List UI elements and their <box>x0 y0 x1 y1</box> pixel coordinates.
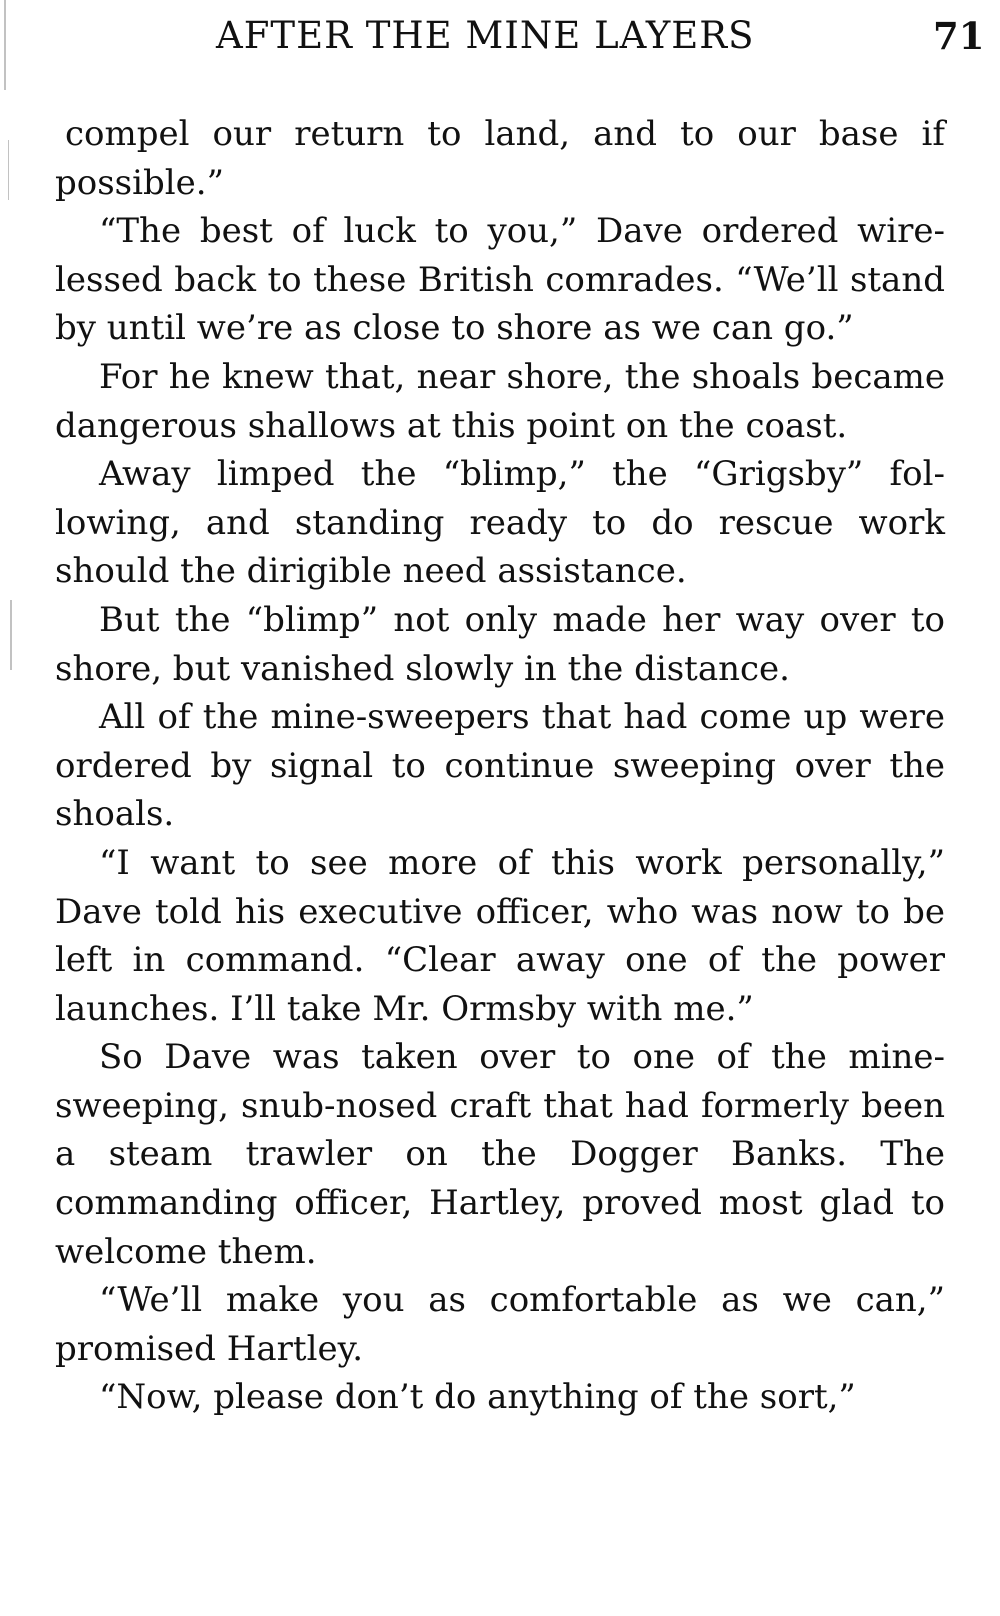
paragraph: “The best of luck to you,” Dave ordered wirelessed back to these British comrades. “We’ll stand by until we’re as close to shore as we can go.” <box>55 211 945 349</box>
page-header <box>0 14 1000 74</box>
paragraph: For he knew that, near shore, the shoals became dangerous shallows at this point on the coast. <box>55 356 945 446</box>
paragraph: “Now, please don’t do anything of the sort,” <box>99 1377 856 1418</box>
running-title: AFTER THE MINE LAYERS <box>216 14 755 57</box>
paragraph: But the “blimp” not only made her way over to shore, but vanished slowly in the distance. <box>55 599 945 689</box>
paragraph: “We’ll make you as comfortable as we can,” promised Hartley. <box>55 1280 945 1369</box>
paragraph: Away limped the “blimp,” the “Grigsby” following, and standing ready to do rescue work should the dirigible need assistance. <box>55 454 945 592</box>
body-text <box>55 110 945 1422</box>
paragraph: “I want to see more of this work personally,” Dave told his executive officer, who was now to be left in command. “Clear away one of the power launches. I’ll take Mr. Ormsby with me.” <box>55 842 945 1029</box>
paragraph: So Dave was taken over to one of the minesweeping, snub-nosed craft that had formerly been a steam trawler on the Dogger Banks. The commanding officer, Hartley, proved most glad to welcome them. <box>55 1037 945 1272</box>
page-number: 71 <box>933 14 985 58</box>
paragraph: compel our return to land, and to our base if possible.” <box>55 114 945 203</box>
scan-artifact <box>10 600 12 670</box>
scan-artifact <box>8 140 9 200</box>
paragraph: All of the mine-sweepers that had come up were ordered by signal to continue sweeping over the shoals. <box>55 697 945 835</box>
